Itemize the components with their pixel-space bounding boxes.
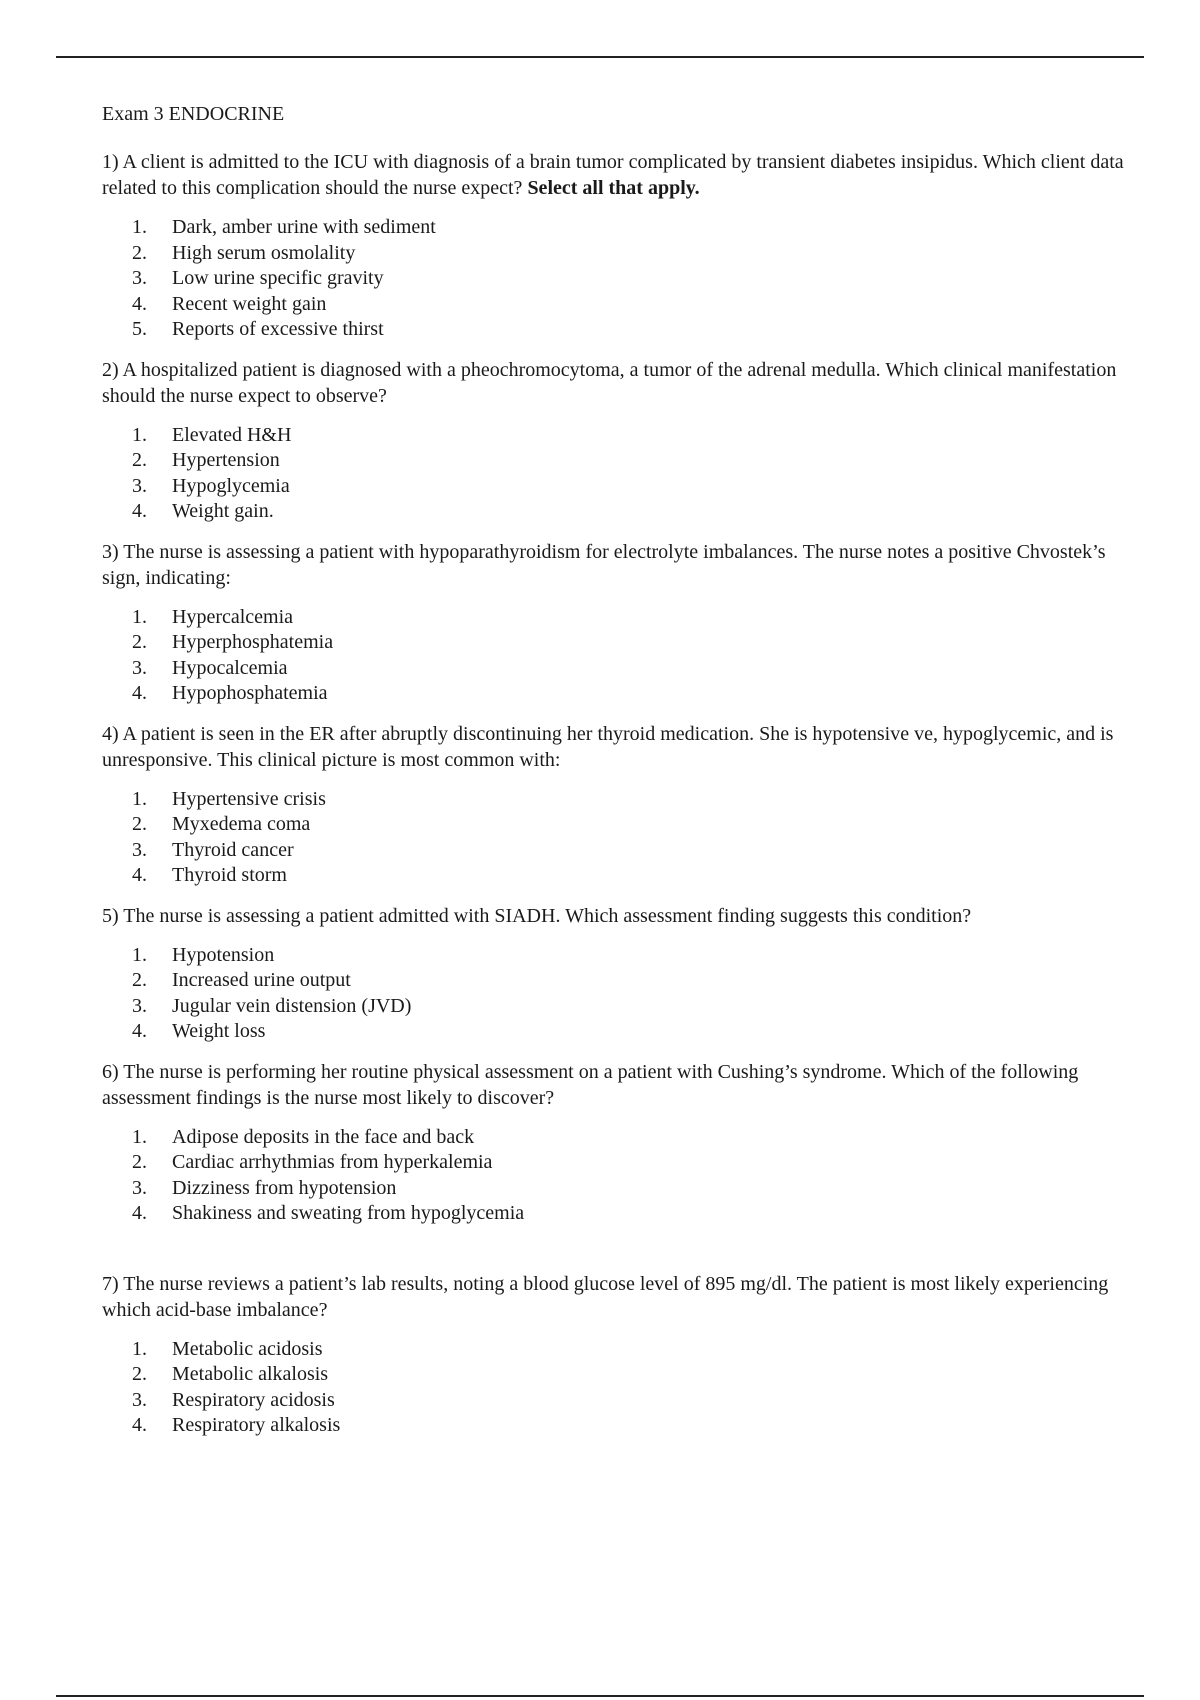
answer-options (102, 215, 1142, 343)
option-text: Elevated H&H (172, 423, 292, 446)
answer-option (102, 968, 1142, 994)
option-text: Hypocalcemia (172, 656, 288, 679)
answer-option (102, 241, 1142, 267)
answer-option (102, 1362, 1142, 1388)
option-number: 3. (132, 656, 147, 679)
question-1 (102, 149, 1142, 343)
option-text: Thyroid cancer (172, 838, 294, 861)
option-number: 3. (132, 838, 147, 861)
question-text (102, 149, 1142, 201)
option-number: 1. (132, 943, 147, 966)
answer-option (102, 474, 1142, 500)
option-number: 3. (132, 994, 147, 1017)
document-title: Exam 3 ENDOCRINE (102, 103, 285, 125)
option-text: Metabolic acidosis (172, 1337, 323, 1360)
question-text: 5) The nurse is assessing a patient admitted with SIADH. Which assessment finding suggests this condition? (102, 904, 972, 927)
option-text: Recent weight gain (172, 292, 327, 315)
answer-option (102, 681, 1142, 707)
option-text: Shakiness and sweating from hypoglycemia (172, 1202, 525, 1224)
option-text: Increased urine output (172, 969, 351, 991)
option-number: 1. (132, 216, 147, 238)
answer-option (102, 605, 1142, 631)
option-number: 4. (132, 500, 147, 522)
option-number: 4. (132, 1414, 147, 1436)
option-number: 1. (132, 787, 147, 810)
option-number: 1. (132, 1125, 147, 1148)
option-number: 4. (132, 1202, 147, 1224)
answer-option (102, 215, 1142, 241)
answer-options (102, 423, 1142, 525)
option-number: 2. (132, 1363, 147, 1385)
option-number: 2. (132, 241, 147, 264)
option-text: Adipose deposits in the face and back (172, 1125, 475, 1148)
answer-option (102, 994, 1142, 1020)
option-number: 3. (132, 474, 147, 497)
answer-options (102, 605, 1142, 707)
question-text: 7) The nurse reviews a patient’s lab results, noting a blood glucose level of 895 mg/dl. The patient is most likely experiencing which acid-base imbalance? (102, 1272, 1109, 1321)
option-text: Hypoglycemia (172, 474, 290, 497)
answer-options (102, 1125, 1142, 1227)
answer-option (102, 630, 1142, 656)
document-body (102, 101, 1142, 1453)
answer-option (102, 1201, 1142, 1227)
option-text: Hypertensive crisis (172, 787, 326, 810)
option-text: Hyperphosphatemia (172, 631, 334, 653)
answer-option (102, 423, 1142, 449)
option-text: Dark, amber urine with sediment (172, 216, 436, 238)
answer-option (102, 787, 1142, 813)
question-3 (102, 539, 1142, 707)
top-rule (56, 56, 1144, 58)
option-number: 2. (132, 449, 147, 471)
option-number: 4. (132, 1020, 147, 1042)
option-text: Myxedema coma (172, 813, 311, 835)
option-text: High serum osmolality (172, 241, 356, 264)
option-number: 1. (132, 1337, 147, 1360)
option-text: Hypotension (172, 943, 275, 966)
question-6 (102, 1059, 1142, 1227)
option-text: Dizziness from hypotension (172, 1176, 397, 1199)
option-text: Weight gain. (172, 500, 274, 522)
question-text: 4) A patient is seen in the ER after abruptly discontinuing her thyroid medication. She is hypotensive ve, hypoglycemic, and is unresponsive. This clinical picture is most common with: (102, 722, 1114, 771)
option-text: Low urine specific gravity (172, 267, 384, 289)
answer-option (102, 1337, 1142, 1363)
answer-option (102, 1019, 1142, 1045)
option-number: 1. (132, 423, 147, 446)
option-text: Thyroid storm (172, 864, 287, 886)
option-number: 2. (132, 1151, 147, 1173)
answer-option (102, 1413, 1142, 1439)
option-text: Metabolic alkalosis (172, 1363, 329, 1385)
option-text: Hypophosphatemia (172, 682, 328, 704)
option-number: 5. (132, 318, 147, 340)
bottom-rule (56, 1695, 1144, 1697)
answer-option (102, 499, 1142, 525)
answer-option (102, 1125, 1142, 1151)
option-number: 4. (132, 864, 147, 886)
option-text: Hypertension (172, 449, 280, 471)
option-number: 4. (132, 682, 147, 704)
answer-option (102, 812, 1142, 838)
answer-option (102, 1150, 1142, 1176)
option-text: Respiratory acidosis (172, 1388, 335, 1411)
answer-options (102, 1337, 1142, 1439)
question-instruction: Select all that apply. (527, 177, 700, 199)
answer-option (102, 863, 1142, 889)
answer-options (102, 943, 1142, 1045)
question-2 (102, 357, 1142, 525)
option-text: Jugular vein distension (JVD) (172, 994, 412, 1017)
option-text: Hypercalcemia (172, 605, 294, 628)
question-5 (102, 903, 1142, 1045)
option-text: Weight loss (172, 1020, 266, 1042)
option-number: 3. (132, 267, 147, 289)
answer-option (102, 448, 1142, 474)
answer-option (102, 292, 1142, 318)
answer-option (102, 317, 1142, 343)
option-number: 2. (132, 969, 147, 991)
answer-option (102, 943, 1142, 969)
question-text: 2) A hospitalized patient is diagnosed with a pheochromocytoma, a tumor of the adrenal medulla. Which clinical manifestation should the nurse expect to observe? (102, 358, 1117, 407)
option-number: 3. (132, 1388, 147, 1411)
question-7 (102, 1271, 1142, 1439)
answer-option (102, 1388, 1142, 1414)
question-text: 3) The nurse is assessing a patient with hypoparathyroidism for electrolyte imbalances. The nurse notes a positive Chvostek’s sign, indicating: (102, 540, 1106, 589)
answer-option (102, 266, 1142, 292)
question-4 (102, 721, 1142, 889)
option-text: Respiratory alkalosis (172, 1414, 341, 1436)
question-text: 6) The nurse is performing her routine physical assessment on a patient with Cushing’s syndrome. Which of the following assessment findings is the nurse most likely to discover? (102, 1060, 1079, 1109)
option-number: 4. (132, 292, 147, 315)
option-number: 2. (132, 631, 147, 653)
option-text: Cardiac arrhythmias from hyperkalemia (172, 1151, 493, 1173)
option-number: 3. (132, 1176, 147, 1199)
answer-options (102, 787, 1142, 889)
question-stem: 1) A client is admitted to the ICU with diagnosis of a brain tumor complicated by transient diabetes insipidus. Which client data related to this complication should the nurse expect? (102, 151, 1124, 199)
answer-option (102, 838, 1142, 864)
answer-option (102, 656, 1142, 682)
option-text: Reports of excessive thirst (172, 318, 384, 340)
option-number: 1. (132, 605, 147, 628)
option-number: 2. (132, 813, 147, 835)
answer-option (102, 1176, 1142, 1202)
